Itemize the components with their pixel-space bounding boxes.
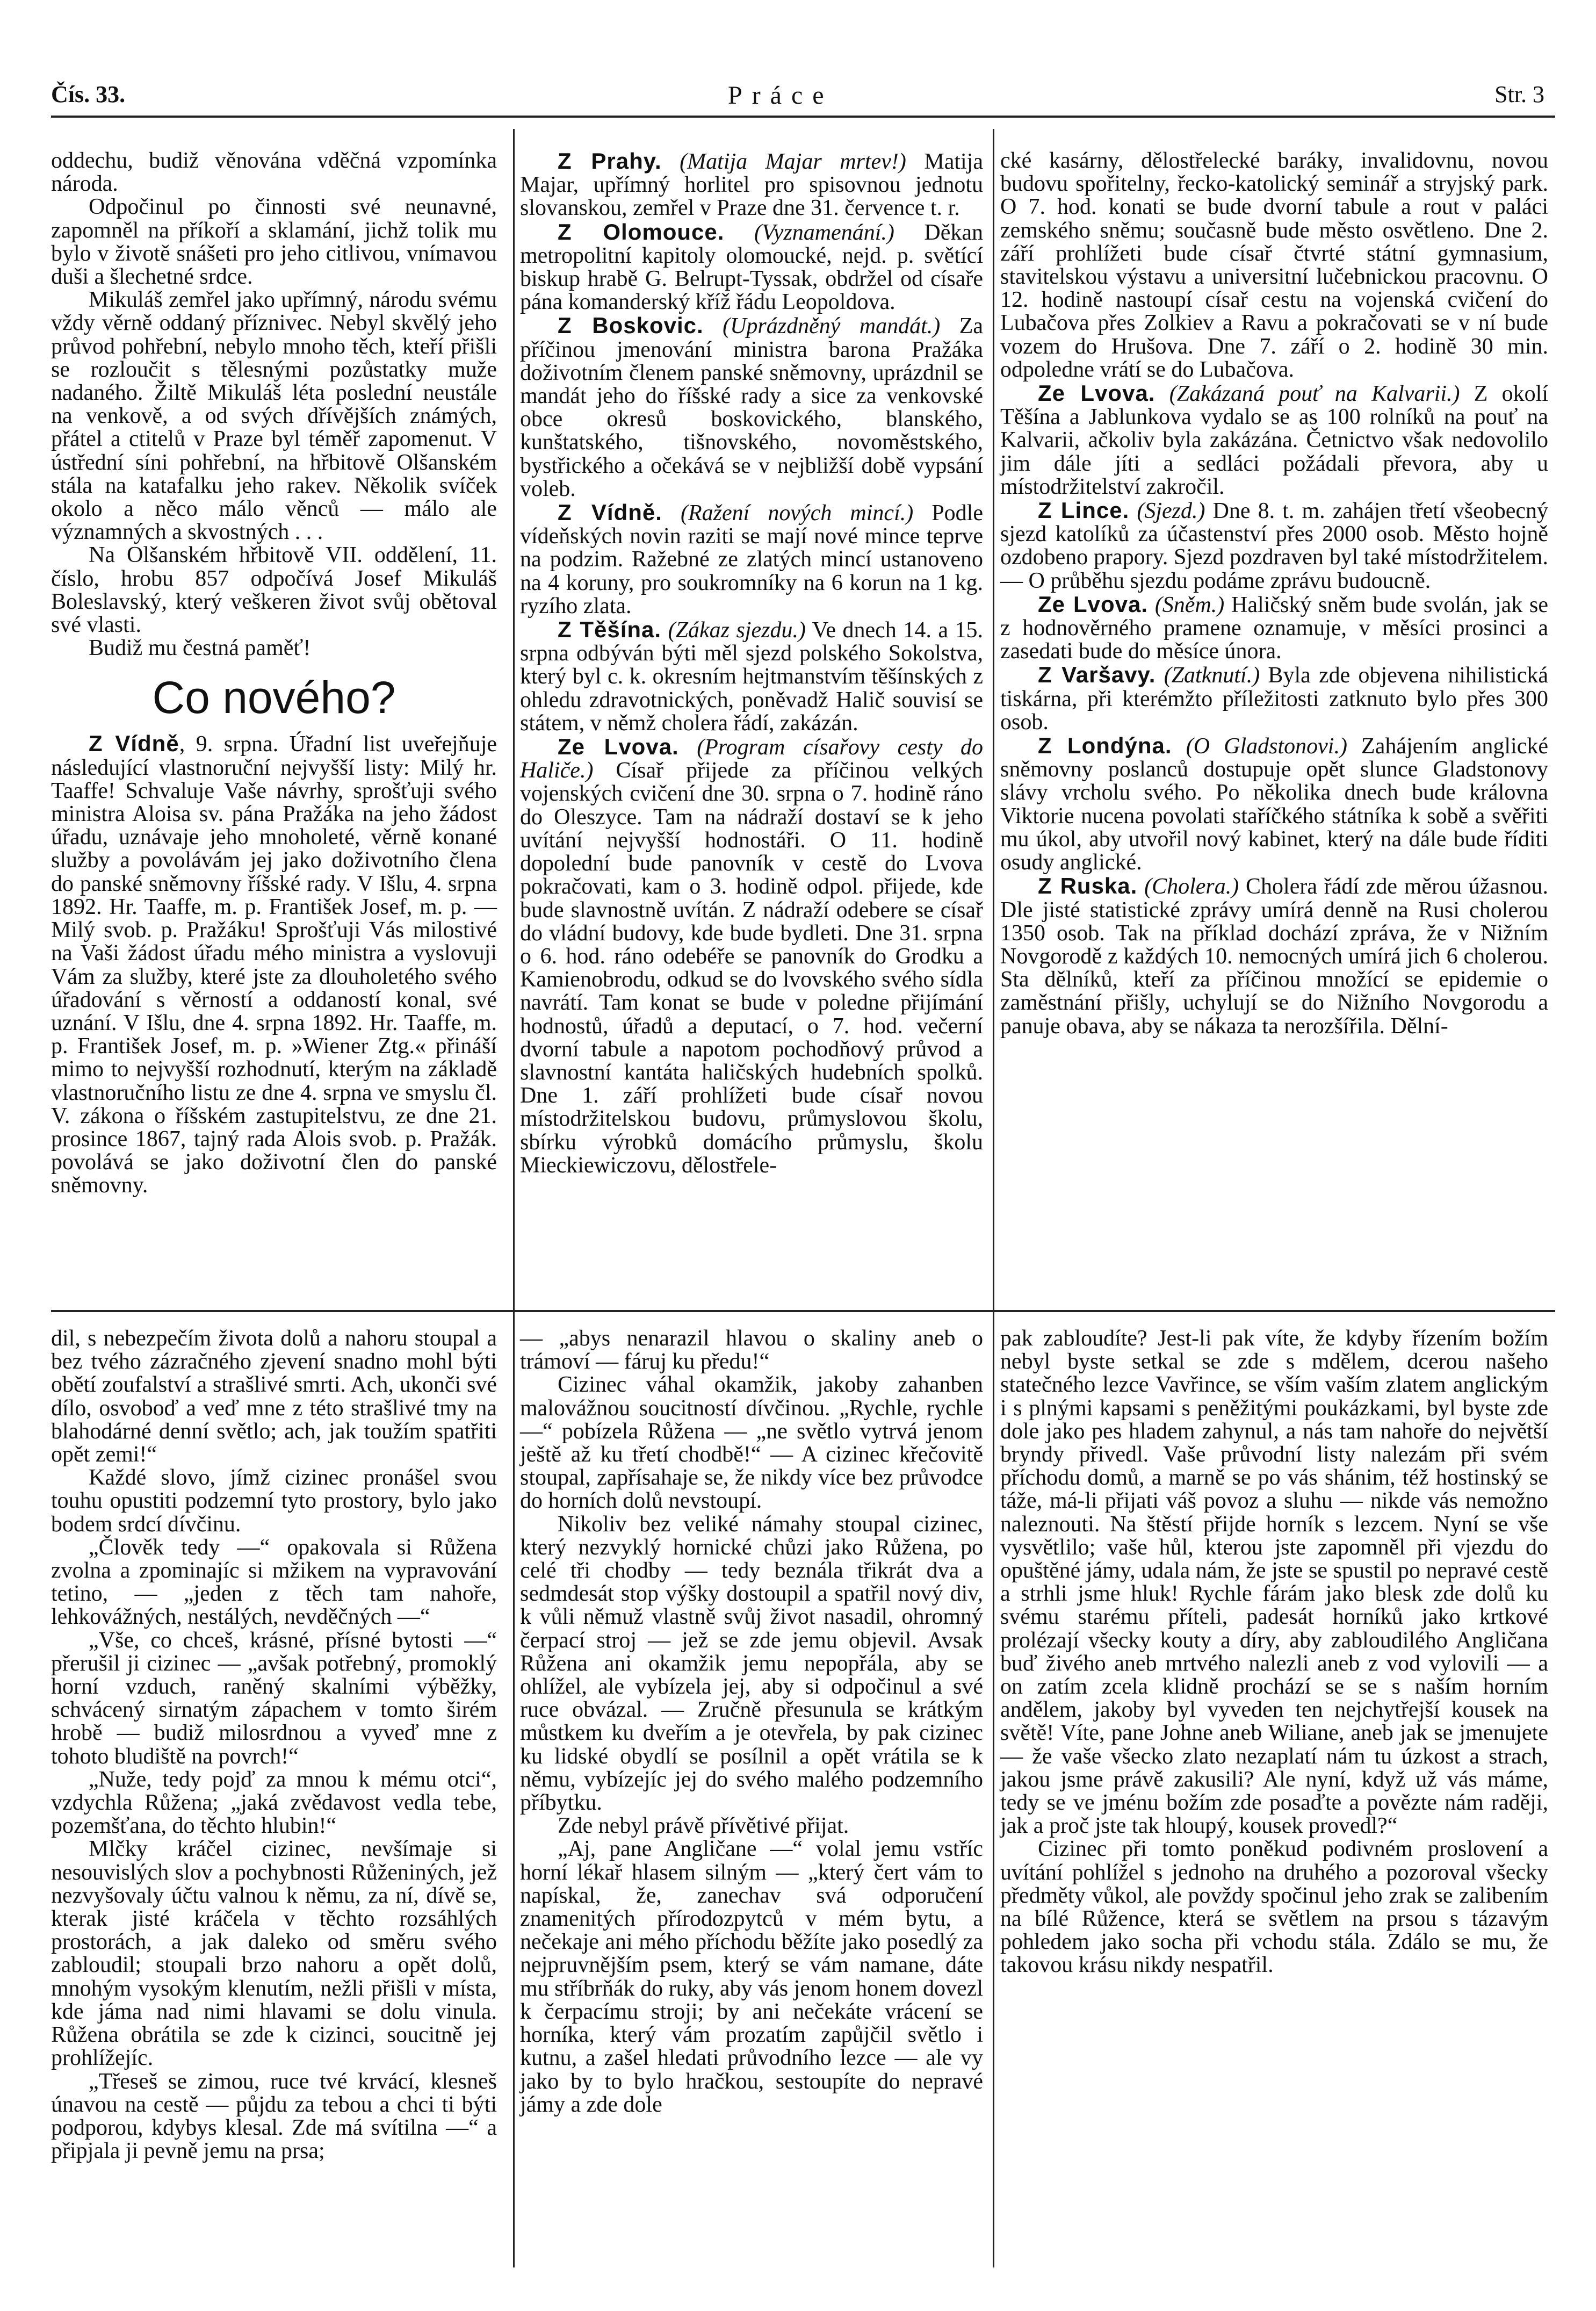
news-item [51, 732, 497, 1197]
news-place: Z Olomouce. [558, 219, 725, 244]
news-title: (Zakázaná pouť na Kalvarii.) [1169, 381, 1460, 407]
news-text: Dne 8. t. m. zahájen třetí všeobecný sjezd katolíků za účastenství přes 2000 osob. Město hojně ozdobeno prapory. Sjezd pozdraven byl také místodržitelem. — O průběhu sjezdu podáme zprávu budoucně. [1000, 499, 1548, 593]
news-title: (Program císařovy cesty do Haliče.) [520, 735, 983, 783]
news-text: Z okolí Těšína a Jablunkova vydalo se as 100 rolníků na pouť na Kalvarii, ačkoliv byla zakázána. Četnictvo však nedovolilo jim dále jíti a sedláci požádali převora, aby u místodržitelství zakročil. [1000, 381, 1548, 499]
news-item [1000, 593, 1548, 664]
feuilleton-paragraph: dil, s nebezpečím života dolů a nahoru stoupal a bez tvého zázračného zjevení snadno mohl býti obětí zoufalství a strašlivé smrti. Ach, ukonči své dílo, osvoboď a veď mne z této strašlivé tmy na blahodárné denní světlo; ach, jak toužím spatřiti opět zemi!“ [51, 1326, 497, 1467]
column-3-top [1000, 149, 1548, 1038]
feuilleton-column-3 [1000, 1327, 1548, 1977]
news-text: Haličský sněm bude svolán, jak se z hodnověrného pramene oznamuje, v měsíci prosinci a zasedati bude do měsíce února. [1000, 592, 1548, 664]
news-place: Z Boskovic. [558, 313, 704, 339]
header-rule [51, 116, 1555, 118]
column-2-top [520, 149, 983, 1177]
news-title: (Matija Majar mrtev!) [680, 149, 906, 174]
news-title: (Ražení nových mincí.) [681, 501, 914, 526]
news-item [1000, 734, 1548, 874]
section-heading: Co nového? [152, 672, 396, 723]
news-item [520, 735, 983, 1177]
column-divider [513, 129, 515, 2267]
newspaper-title: Práce [728, 81, 834, 110]
news-title: (Vyznamenání.) [754, 220, 894, 245]
news-text: Císař přijede za příčinou velkých vojenských cvičení dne 30. srpna o 7. hodině ráno do Oleszyce. Tam na nádraží dostaví se k jeho uvítání nejvyšší hodnostáři. O 11. hodině dopolední bude panovník v cestě do Lvova pokračovati, kam o 3. hodině odpol. přijede, kde bude slavnostně uvítán. Z nádraží odebere se císař do vládní budovy, kde bude bydleti. Dne 31. srpna o 6. hod. ráno odebéře se panovník do Grodku a Kamienobrodu, odkud se do lvovského svého sídla navrátí. Tam konat se bude v poledne přijímání hodnostů, úřadů a deputací, o 7. hod. večerní dvorní tabule a napotom pochodňový průvod a slavnostní kantáta haličských hudebních spolků. Dne 1. září prohlížeti bude císař novou místodržitelskou budovu, průmyslovou školu, sbírku výrobků domácího průmyslu, školu Mieckiewiczovu, dělostřele- [520, 758, 983, 1178]
feuilleton-paragraph: Zde nebyl právě přívětivé přijat. [558, 1813, 849, 1839]
obituary-paragraph: oddechu, budiž věnována vděčná vzpomínka národa. [51, 148, 497, 197]
news-title: (Zatknutí.) [1164, 663, 1260, 688]
news-item [520, 220, 983, 314]
news-continuation: cké kasárny, dělostřelecké baráky, invalidovnu, novou budovu spořitelny, řecko-katolický seminář a stryjský park. O 7. hod. konati se bude dvorní tabule a rout v paláci zemského sněmu; současně bude město osvětleno. Dne 2. září prohlížeti bude císař čtvrté státní gymnasium, stavitelskou výstavu a universitní lučebnickou pracovnu. O 12. hodině nastoupí císař cestu na vojenská cvičení do Lubačova přes Zolkiev a Ravu a pokračovati se v ní bude vozem do Hrušova. Dne 7. září o 2. hodině 30 min. odpoledne vrátí se do Lubačova. [1000, 148, 1548, 382]
feuilleton-paragraph: „Nuže, tedy pojď za mnou k mému otci“, vzdychla Růžena; „jaká zvědavost vedla tebe, pozemšťana, do těchto hlubin!“ [51, 1767, 497, 1839]
news-text: , 9. srpna. Úřadní list uveřejňuje následující vlastnoruční nejvyšší listy: Milý hr. Taaffe! Schvaluje Vaše návrhy, sprošťuji svého ministra Aloisa sv. pána Pražáka na jeho žádost úřadu, uznávaje jeho mnoholeté, věrně konané služby a povolávám jej jako doživotního člena do panské sněmovny říšské rady. V Išlu, 4. srpna 1892. Hr. Taaffe, m. p. František Josef, m. p. — Milý svob. p. Pražáku! Sprošťuji Vás milostivé na Vaši žádost úřadu mého ministra a vyslovuji Vám za služby, které jste za dlouholetého svého úřadování s věrností a oddaností konal, své uznání. V Išlu, dne 4. srpna 1892. Hr. Taaffe, m. p. František Josef, m. p. »Wiener Ztg.« přináší mimo to nejvyšší rozhodnutí, kterým na základě vlastnoručního listu ze dne 4. srpna ve smyslu čl. V. zákona o říšském zastupitelstvu, ze dne 21. prosince 1867, tajný rada Alois svob. p. Pražák. povolává se jako doživotní člen do panské sněmovny. [51, 732, 497, 1198]
feuilleton-paragraph: „Třeseš se zimou, ruce tvé krvácí, klesneš únavou na cestě — půjdu za tebou a chci ti býti podporou, kdybys klesal. Zde má svítilna —“ a připjala ji pevně jemu na prsa; [51, 2069, 497, 2164]
news-place: Z Varšavy. [1038, 662, 1156, 688]
feuilleton-column-1 [51, 1327, 497, 2163]
news-place: Z Prahy. [558, 148, 662, 174]
news-item [520, 314, 983, 501]
news-item [1000, 663, 1548, 734]
news-title: (Sněm.) [1154, 592, 1225, 617]
news-place: Z Ruska. [1038, 873, 1138, 899]
feuilleton-paragraph: „Aj, pane Angličane —“ volal jemu vstříc horní lékař hlasem silným — „který čert vám to napískal, že, zanechav svá odporučení znamenitých přírodozpytců v mém bytu, a nečekaje ani mého příchodu běžíte jako posedlý za nejpruvnějším psem, který se vám namane, dáte mu stříbrňák do ruky, aby vás jenom honem dovezl k čerpacímu stroji; by ani nečekáte vrácení se horníka, který vám prozatím zapůjčil světlo i kutnu, a zašel hledati průvodního lezce — ale vy jako by to bylo hračkou, sestoupíte do nepravé jámy a zde dole [520, 1837, 983, 2117]
news-text: Děkan metropolitní kapitoly olomoucké, nejd. p. světící biskup hrabě G. Belrupt-Tyssak, obdržel od císaře pána komanderský kříž řádu Leopoldova. [520, 220, 984, 315]
news-item [1000, 381, 1548, 499]
feuilleton-paragraph: pak zabloudíte? Jest-li pak víte, že kdyby řízením božím nebyl byste setkal se zde s mdělem, dcerou našeho statečného lezce Vavřince, se vším vaším zlatem anglickým i s plnými kapsami s peněžitými poukázkami, byl byste zde dole jako pes hladem zahynul, a nás tam nahoře do největší bryndy přivedl. Vaše průvodní listy nalezám při svém příchodu domů, a marně se po vás shánim, též hostinský se táže, má-li přijati váš povoz a sluhu — nikde vás nemožno naleznouti. Na štěstí přijde horník s lezcem. Nyní se vše vysvětlilo; vaše hůl, kterou jste zapomněl při vjezdu do opuštěné jámy, udala nám, že jste se spustil po nepravé cestě a strhli jsme hluk! Rychle fárám jako blesk zde dolů ku svému starému příteli, padesát horníků jako krtkové prolézají všecky kouty a díry, aby zabloudilého Angličana buď živého aneb mrtvého nalezli aneb z vod vylovili — a on zatím zcela klidně prochází se se s naším horním andělem, jakoby byl vyveden ten nejchytřejší kousek na světě! Víte, pane Johne aneb Wiliane, aneb jak se jmenujete — že vaše všecko zlato nezaplatí nám tu úzkost a strach, jakou jsme právě zakusili? Ale nyní, když už vás máme, tedy se ve jménu božím zde posaďte a povězte nám raději, jak a proč jste tak hloupý, kousek provedl?“ [1000, 1326, 1548, 1839]
issue-number: Čís. 33. [51, 81, 126, 107]
feuilleton-paragraph: Každé slovo, jímž cizinec pronášel svou touhu opustiti podzemní tyto prostory, bylo jako bodem srdcí dívčinu. [51, 1465, 497, 1537]
news-text: Byla zde objevena nihilistická tiskárna, při kterémžto příležitosti zatknuto bylo přes 300 osob. [1000, 663, 1548, 735]
feuilleton-paragraph: „Člověk tedy —“ opakovala si Růžena zvolna a zpominajíc si mžikem na vypravování tetino, — „jeden z těch tam nahoře, lehkovážných, nestálých, nevděčných —“ [51, 1535, 497, 1630]
news-item [1000, 499, 1548, 593]
obituary-paragraph: Budiž mu čestná paměť! [89, 636, 311, 661]
news-place: Z Vídně [89, 731, 179, 757]
news-item [1000, 874, 1548, 1038]
column-divider [993, 129, 994, 2267]
page-number: Str. 3 [1494, 81, 1544, 107]
news-item [520, 149, 983, 220]
feuilleton-paragraph: — „abys nenarazil hlavou o skaliny aneb o trámoví — fáruj ku předu!“ [520, 1326, 983, 1374]
feuilleton-rule [51, 1310, 1555, 1312]
news-text: Za příčinou jmenování ministra barona Pražáka doživotním členem panské sněmovny, uprázdnil se mandát jeho do říšské rady a sice za venkovské obce okresů boskovického, blanského, kunštatského, tišnovského, novoměstského, bystřického a očekává se v nejbližší době vypsání voleb. [520, 314, 983, 501]
news-text: Ve dnech 14. a 15. srpna odbýván býti měl sjezd polského Sokolstva, který byl c. k. okresním hejtmanstvím těšínských z ohledu zdravotnických, poněvadž Halič souvisí se státem, v němž cholera řádí, zakázán. [520, 618, 983, 736]
news-place: Z Těšína. [558, 617, 662, 643]
feuilleton-paragraph: „Vše, co chceš, krásné, přísné bytosti —“ přerušil ji cizinec — „avšak potřebný, promoklý horní vzduch, raněný skalními výběžky, schvácený sirnatým zápachem v tomto širém hrobě — budiž milosrdnou a vyveď mne z tohoto bludiště na povrch!“ [51, 1628, 497, 1769]
feuilleton-paragraph: Mlčky kráčel cizinec, nevšímaje si nesouvislých slov a pochybnosti Růženiných, jež nezvyšovaly účtu valnou k němu, za ní, dívě se, kterak jisté kráčela v těchto rozsáhlých prostorách, a jak daleko od směru svého zabloudil; stoupali brzo nahoru a opět dolů, mnohým vysokým klenutím, nežli přišli v místa, kde jáma nad nimi hlavami se dolu vinula. Růžena obrátila se zde k cizinci, soucitně jej prohlížejíc. [51, 1837, 497, 2071]
feuilleton-paragraph: Nikoliv bez veliké námahy stoupal cizinec, který nezvyklý hornické chůzi jako Růžena, po celé tři chodby — tedy beznála třikrát dva a sedmdesát stop výšky dostoupil a spatřil nový div, k vůli němuž vlastně svůj život nasadil, ohromný čerpací stroj — jež se zde jemu objevil. Avsak Růžena ani okamžik jemu nepopřála, aby se ohlížel, ale vybízela jej, aby si odpočinul a své ruce obvázal. — Zručně přesunula se krátkým můstkem ku dveřím a je otevřela, by pak cizinec ku lidské obydlí se posílnil a opět vrátila se k němu, vybízejíc jej do svého malého podzemního příbytku. [520, 1511, 983, 1816]
news-text: Matija Majar, upřímný horlitel pro spisovnou jednotu slovanskou, zemřel v Praze dne 31. července t. r. [520, 149, 983, 221]
news-text: Cholera řádí zde měrou úžasnou. Dle jisté statistické zprávy umírá denně na Rusi cholerou 1350 osob. Tak na příklad dochází zpráva, že v Nižním Novgorodě z každých 10. nemocných umírá jich 6 cholerou. Sta dělníků, kteří za příčinou množící se epidemie o zaměstnání přišly, uchylují se do Nižního Novgorodu a panuje obava, aby se nákaza ta nerozšířila. Dělní- [1000, 874, 1549, 1039]
news-title: (O Gladstonovi.) [1186, 734, 1347, 759]
news-title: (Sjezd.) [1137, 499, 1205, 524]
news-item [520, 618, 983, 735]
feuilleton-column-2 [520, 1327, 983, 2116]
obituary-paragraph: Odpočinul po činnosti své neunavné, zapomněl na příkoří a sklamání, jichž tolik mu bylo v životě snášeti pro jeho citlivou, vnímavou duši a šlechetné srdce. [51, 195, 497, 290]
news-text: Podle vídeňských novin raziti se mají nové mince teprve na podzim. Ražebné ze zlatých mincí ustanoveno na 4 koruny, pro soukromníky na 6 korun na 1 kg. ryzího zlata. [520, 501, 983, 618]
news-place: Z Lince. [1038, 498, 1130, 523]
feuilleton-paragraph: Cizinec při tomto poněkud podivném proslovení a uvítání pohlížel s jednoho na druhého a pozoroval všecky předměty vůkol, ale povždy spočinul jeho zrak se zalibením na bílé Růžence, která se světlem na prsou s tázavým pohledem jako socha při vchodu stála. Zdálo se mu, že takovou krásu nikdy nespatřil. [1000, 1837, 1548, 1978]
news-title: (Zákaz sjezdu.) [668, 618, 806, 643]
column-1-top [51, 149, 497, 1198]
news-place: Ze Lvova. [558, 734, 679, 760]
news-place: Z Vídně. [558, 500, 662, 525]
news-place: Z Londýna. [1038, 733, 1172, 759]
news-place: Ze Lvova. [1038, 591, 1149, 617]
news-title: (Uprázdněný mandát.) [723, 314, 941, 339]
news-item [520, 501, 983, 618]
news-title: (Cholera.) [1144, 874, 1239, 899]
obituary-paragraph: Na Olšanském hřbitově VII. oddělení, 11. číslo, hrobu 857 odpočívá Josef Mikuláš Boleslavský, který veškeren život svůj obětoval své vlasti. [51, 543, 497, 638]
news-text: Zahájením anglické sněmovny poslanců dostupuje opět slunce Gladstonovy slávy vrcholu svého. Po několika dnech bude královna Viktorie nucena povolati staříčkého státníka k sobě a svěřiti mu úkol, aby utvořil nový kabinet, který na dále bude říditi osudy anglické. [1000, 734, 1548, 875]
obituary-paragraph: Mikuláš zemřel jako upřímný, národu svému vždy věrně oddaný příznivec. Nebyl skvělý jeho průvod pohřební, nebylo mnoho těch, kteří přišli se rozloučit s tělesnými pozůstatky muže nadaného. Žiltě Mikuláš léta poslední neustále na venkově, a od svých dřívějších známých, přátel a ctitelů v Praze byl téměř zapomenut. V ústřední síni pohřební, na hřbitově Olšanském stála na katafalku jeho rakev. Několik svíček okolo a něco málo věnců — málo ale významných a skvostných . . . [51, 287, 497, 545]
feuilleton-paragraph: Cizinec váhal okamžik, jakoby zahanben malovážnou soucitností dívčinou. „Rychle, rychle —“ pobízela Růžena — „ne světlo vytrvá jenom ještě až ku třetí chodbě!“ — A cizinec křečovitě stoupal, zapřísahaje se, že nikdy více bez průvodce do horních dolů nevstoupí. [520, 1372, 983, 1514]
news-place: Ze Lvova. [1038, 380, 1156, 406]
